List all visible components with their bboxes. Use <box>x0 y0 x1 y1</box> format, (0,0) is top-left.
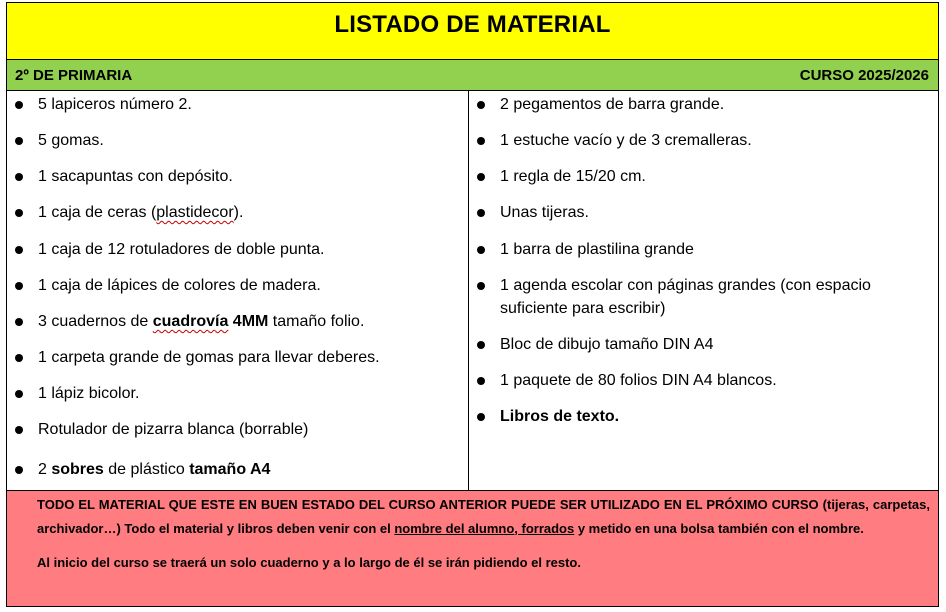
bold-term: sobres <box>51 461 104 478</box>
list-item: 1 barra de plastilina grande <box>500 238 930 261</box>
list-item: 1 paquete de 80 folios DIN A4 blancos. <box>500 369 930 392</box>
bullet-icon <box>15 466 23 474</box>
list-item: 2 pegamentos de barra grande. <box>500 93 930 116</box>
grade-label: 2º DE PRIMARIA <box>15 66 133 84</box>
bullet-icon <box>477 137 485 145</box>
page-title: LISTADO DE MATERIAL <box>334 11 611 38</box>
bullet-icon <box>15 101 23 109</box>
list-item: 1 sacapuntas con depósito. <box>38 165 463 188</box>
bullet-icon <box>477 282 485 290</box>
course-label: CURSO 2025/2026 <box>799 66 929 84</box>
notice-box <box>7 491 938 606</box>
notice-paragraph-2: Al inicio del curso se traerá un solo cuaderno y a lo largo de él se irán pidiendo el resto. <box>37 555 581 570</box>
list-item: 1 agenda escolar con páginas grandes (con espacio suficiente para escribir) <box>500 274 930 320</box>
bullet-icon <box>15 137 23 145</box>
list-item: 1 lápiz bicolor. <box>38 382 463 405</box>
bold-term: cuadrovía <box>152 313 229 330</box>
list-item: 1 estuche vacío y de 3 cremalleras. <box>500 129 930 152</box>
bullet-icon <box>477 341 485 349</box>
bullet-icon <box>477 101 485 109</box>
bullet-icon <box>15 282 23 290</box>
bold-term: 4MM <box>228 313 269 330</box>
bullet-icon <box>477 173 485 181</box>
bullet-icon <box>15 390 23 398</box>
bullet-icon <box>477 209 485 217</box>
notice-paragraph-1: TODO EL MATERIAL QUE ESTE EN BUEN ESTADO DEL CURSO ANTERIOR PUEDE SER UTILIZADO EN EL PRÓXIMO CURSO (tijeras, carpetas, archivador…) Todo el material y libros deben venir con el nombre del alumno, forrados y metido en una bolsa también con el nombre. <box>37 497 930 536</box>
bullet-icon <box>477 246 485 254</box>
underlined-text: nombre del alumno, forrados <box>394 520 575 536</box>
list-item: Bloc de dibujo tamaño DIN A4 <box>500 333 930 356</box>
title-row <box>7 3 938 60</box>
bullet-icon <box>477 413 485 421</box>
list-item: Unas tijeras. <box>500 201 930 224</box>
spellcheck-word: plastidecor <box>156 204 234 221</box>
materials-columns <box>7 91 938 491</box>
bold-term: tamaño A4 <box>189 461 271 478</box>
list-item: Libros de texto. <box>500 405 930 428</box>
list-item: 2 sobres de plástico tamaño A4 <box>38 458 463 481</box>
bullet-icon <box>477 377 485 385</box>
list-item: 1 caja de lápices de colores de madera. <box>38 274 463 297</box>
bullet-icon <box>15 426 23 434</box>
list-item: 1 caja de ceras (plastidecor). <box>38 201 463 224</box>
left-column <box>7 91 469 490</box>
bullet-icon <box>15 173 23 181</box>
list-item: 5 lapiceros número 2. <box>38 93 463 116</box>
list-item: 3 cuadernos de cuadrovía 4MM tamaño folio. <box>38 310 463 333</box>
bullet-icon <box>15 318 23 326</box>
list-item: 1 caja de 12 rotuladores de doble punta. <box>38 238 463 261</box>
bullet-icon <box>15 209 23 217</box>
bullet-icon <box>15 246 23 254</box>
material-list-table <box>6 2 939 607</box>
list-item: Rotulador de pizarra blanca (borrable) <box>38 418 463 441</box>
list-item: 1 carpeta grande de gomas para llevar deberes. <box>38 346 463 369</box>
list-item: 5 gomas. <box>38 129 463 152</box>
grade-course-row <box>7 60 938 91</box>
list-item: 1 regla de 15/20 cm. <box>500 165 930 188</box>
right-column <box>469 91 938 490</box>
bullet-icon <box>15 354 23 362</box>
